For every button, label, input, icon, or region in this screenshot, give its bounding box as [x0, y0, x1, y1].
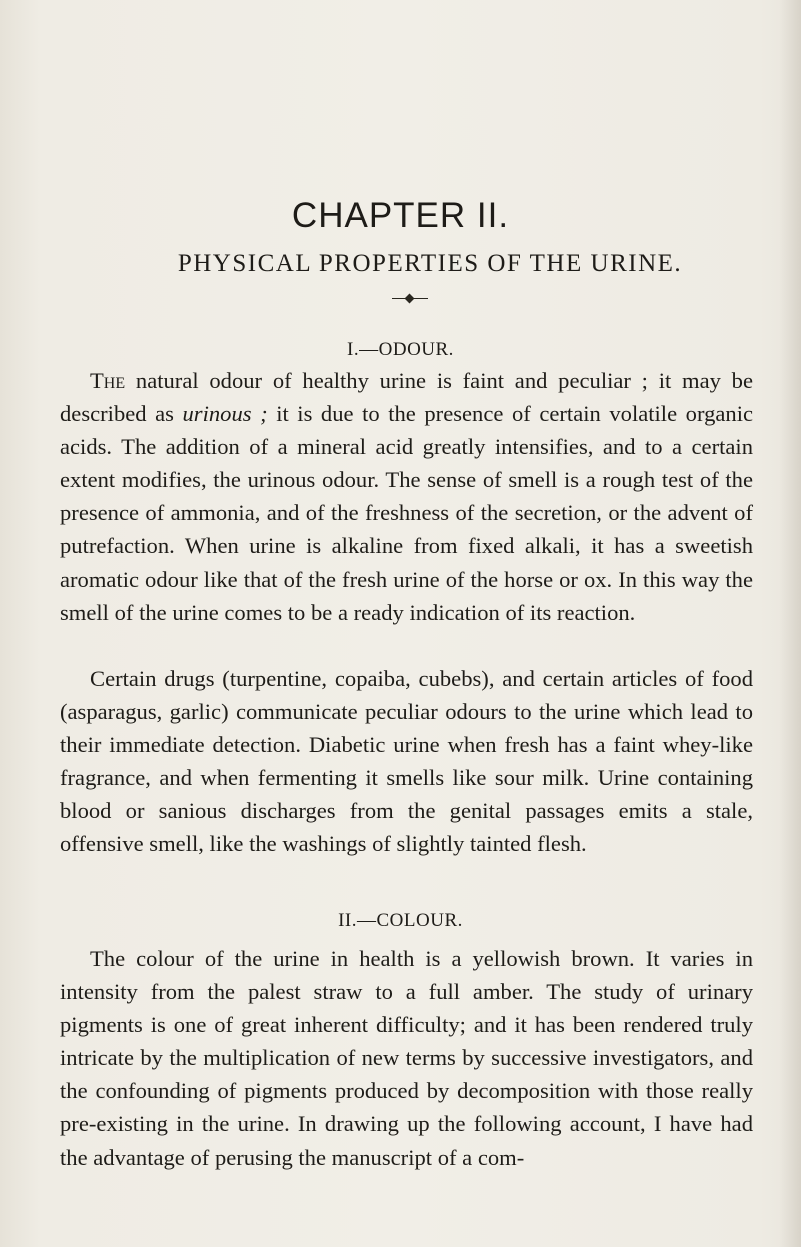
colour-paragraph-1 [60, 942, 753, 1174]
odour-text-c: Certain drugs (turpentine, copaiba, cubebs), and certain articles of food (asparagus, garlic) communicate peculiar odours to the urine which lead to their immediate detection. Diabetic urine when fresh has a faint whey-like fragrance, and when fermenting it smells like sour milk. Urine containing blood or sanious discharges from the genital passages emits a stale, offensive smell, like the washings of slightly tainted flesh. [60, 666, 753, 857]
odour-lead-word: The [90, 368, 126, 393]
odour-text-b: it is due to the presence of certain volatile organic acids. The addition of a mineral acid greatly intensifies, and to a certain extent modifies, the urinous odour. The sense of smell is a rough test of the presence of ammonia, and of the freshness of the secretion, or the advent of putrefaction. When urine is alkaline from fixed alkali, it has a sweetish aromatic odour like that of the fresh urine of the horse or ox. In this way the smell of the urine comes to be a ready indication of its reaction. [60, 401, 754, 625]
colour-text: The colour of the urine in health is a yellowish brown. It varies in intensity from the palest straw to a full amber. The study of urinary pigments is one of great inherent difficulty; and it has been rendered truly intricate by the multiplication of new terms by successive investigators, and the confounding of pigments produced by decomposition with those really pre-existing in the urine. In drawing up the following account, I have had the advantage of perusing the manuscript of a com- [60, 946, 753, 1170]
colour-heading: II.—COLOUR. [338, 910, 463, 931]
section-title: PHYSICAL PROPERTIES OF THE URINE. [177, 250, 683, 277]
diamond-icon [405, 294, 415, 304]
page-edge-shadow [779, 0, 801, 1247]
odour-emphasis: urinous ; [182, 401, 268, 427]
divider-ornament [392, 295, 428, 303]
odour-paragraph-1 [60, 364, 753, 629]
odour-heading: I.—ODOUR. [347, 339, 454, 360]
odour-text-a: natural odour of healthy urine is faint and peculiar ; it may be described as [60, 368, 753, 427]
chapter-title: CHAPTER II. [291, 196, 510, 235]
odour-paragraph-2 [60, 662, 753, 861]
